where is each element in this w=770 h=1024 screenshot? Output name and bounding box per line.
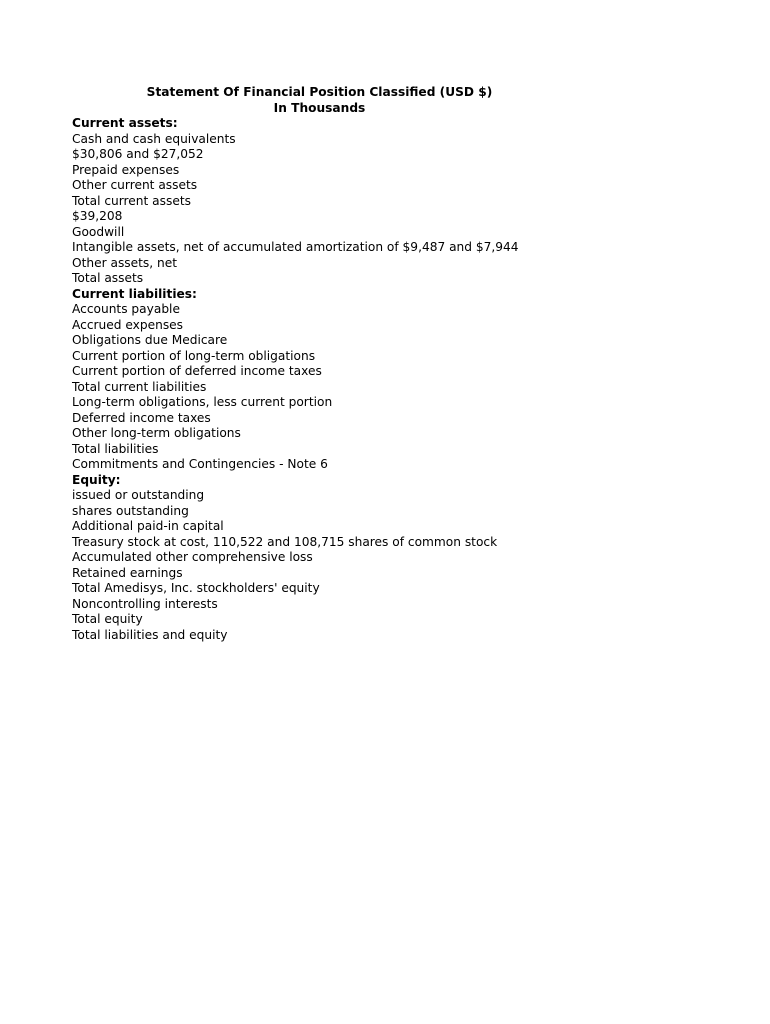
line-item: Accounts payable — [72, 302, 180, 316]
line-item: Total equity — [72, 612, 143, 626]
line-item: Deferred income taxes — [72, 410, 211, 425]
line-item: Obligations due Medicare — [72, 333, 228, 347]
line-item: Current portion of deferred income taxes — [72, 364, 322, 378]
line-item: Total liabilities and equity — [72, 627, 228, 642]
line-item: Treasury stock at cost, 110,522 and 108,715 shares of common stock — [72, 534, 498, 549]
line-item: Total assets — [72, 271, 144, 285]
line-item: $30,806 and $27,052 — [72, 147, 204, 161]
line-item: Prepaid expenses — [72, 162, 180, 177]
section-heading: Current liabilities: — [72, 286, 197, 301]
line-item: Other long-term obligations — [72, 426, 241, 440]
line-item: Long-term obligations, less current portion — [72, 395, 333, 409]
line-item: Commitments and Contingencies - Note 6 — [72, 457, 328, 471]
line-item: Total current liabilities — [72, 379, 207, 394]
statement-line-list — [72, 116, 712, 643]
line-item: Additional paid-in capital — [72, 519, 224, 533]
line-item: Other current assets — [72, 178, 198, 192]
line-item: Total liabilities — [72, 441, 159, 456]
statement-header — [72, 85, 567, 116]
line-item: Total current assets — [72, 193, 191, 208]
line-item: Current portion of long-term obligations — [72, 348, 316, 363]
line-item: Cash and cash equivalents — [72, 131, 236, 146]
line-item: Retained earnings — [72, 565, 183, 580]
line-item: issued or outstanding — [72, 488, 205, 502]
statement-subtitle: In Thousands — [273, 100, 366, 115]
line-item: Other assets, net — [72, 255, 178, 270]
line-item: Accumulated other comprehensive loss — [72, 550, 313, 564]
line-item: Noncontrolling interests — [72, 596, 218, 611]
line-item: Total Amedisys, Inc. stockholders' equity — [72, 581, 320, 595]
line-item: Accrued expenses — [72, 317, 184, 332]
line-item: shares outstanding — [72, 503, 189, 518]
statement-title: Statement Of Financial Position Classified (USD $) — [146, 85, 493, 99]
line-item: Goodwill — [72, 224, 125, 239]
line-item: $39,208 — [72, 209, 123, 223]
line-item: Intangible assets, net of accumulated amortization of $9,487 and $7,944 — [72, 240, 519, 254]
section-heading: Equity: — [72, 472, 121, 487]
section-heading: Current assets: — [72, 116, 178, 130]
